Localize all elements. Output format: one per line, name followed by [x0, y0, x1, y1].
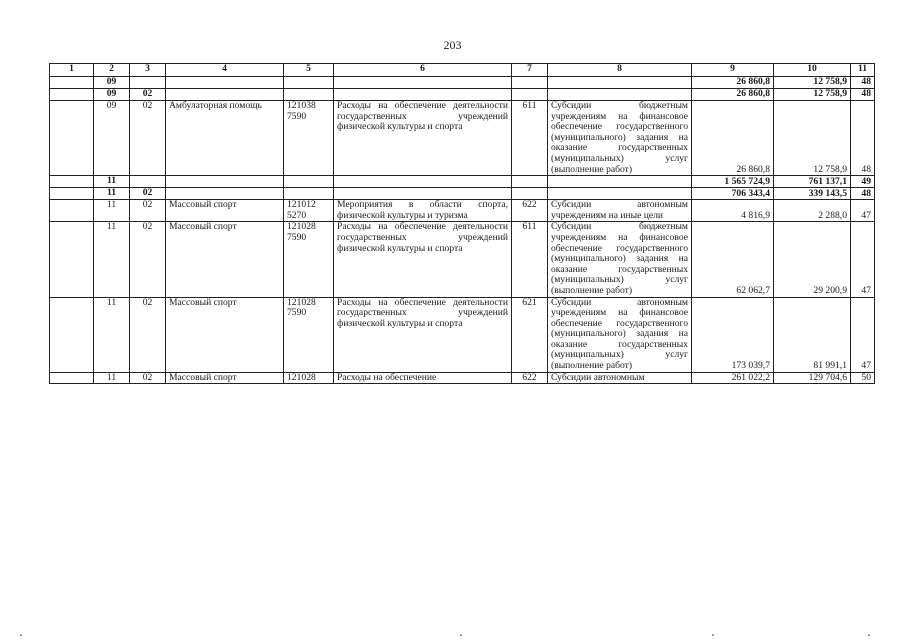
row-cell: [548, 89, 692, 101]
row-cell: 11: [94, 372, 130, 384]
header-cell: 2: [94, 64, 130, 77]
scan-speck: [712, 634, 714, 636]
table-row: [50, 188, 875, 200]
row-cell: [50, 77, 94, 89]
row-cell: 11: [94, 222, 130, 297]
table-row: [50, 77, 875, 89]
row-cell: 02: [130, 101, 166, 176]
row-cell: 47: [851, 222, 875, 297]
table-row: [50, 372, 875, 384]
row-cell: 26 860,8: [692, 89, 774, 101]
row-cell: [166, 89, 284, 101]
row-cell: Расходы на обеспечение деятельности государственных учреждений физической культуры и спорта: [334, 101, 512, 176]
page-number: 203: [443, 38, 462, 52]
row-cell: [50, 200, 94, 222]
row-cell: 611: [512, 101, 548, 176]
row-cell: 02: [130, 200, 166, 222]
row-cell: [548, 77, 692, 89]
row-cell: 611: [512, 222, 548, 297]
table-row: [50, 222, 875, 297]
row-cell: Массовый спорт: [166, 297, 284, 372]
row-cell: [284, 188, 334, 200]
row-cell: 121038 7590: [284, 101, 334, 176]
budget-table: [49, 63, 875, 384]
header-cell: 7: [512, 64, 548, 77]
row-cell: [334, 188, 512, 200]
row-cell: Массовый спорт: [166, 372, 284, 384]
row-cell: [334, 176, 512, 188]
row-cell: 12 758,9: [774, 77, 851, 89]
row-cell: [166, 176, 284, 188]
row-cell: [50, 176, 94, 188]
row-cell: 48: [851, 77, 875, 89]
row-cell: 49: [851, 176, 875, 188]
row-cell: 4 816,9: [692, 200, 774, 222]
row-cell: 12 758,9: [774, 89, 851, 101]
row-cell: Субсидии автономным учреждениям на финансовое обеспечение государственного (муниципального) задания на оказание государственных (муниципальных) услуг (выполнение работ): [548, 297, 692, 372]
header-cell: 11: [851, 64, 875, 77]
row-cell: 761 137,1: [774, 176, 851, 188]
row-cell: [512, 176, 548, 188]
row-cell: 29 200,9: [774, 222, 851, 297]
row-cell: [166, 188, 284, 200]
row-cell: 339 143,5: [774, 188, 851, 200]
row-cell: 173 039,7: [692, 297, 774, 372]
table-row: [50, 176, 875, 188]
header-cell: 10: [774, 64, 851, 77]
row-cell: 02: [130, 188, 166, 200]
row-cell: 261 022,2: [692, 372, 774, 384]
row-cell: Субсидии бюджетным учреждениям на финансовое обеспечение государственного (муниципального) задания на оказание государственных (муниципальных) услуг (выполнение работ): [548, 101, 692, 176]
row-cell: [284, 89, 334, 101]
header-cell: 1: [50, 64, 94, 77]
row-cell: [50, 89, 94, 101]
row-cell: [50, 222, 94, 297]
scan-speck: [868, 634, 870, 636]
row-cell: 121028 7590: [284, 297, 334, 372]
row-cell: 26 860,8: [692, 77, 774, 89]
row-cell: 09: [94, 77, 130, 89]
row-cell: 02: [130, 372, 166, 384]
row-cell: 48: [851, 101, 875, 176]
row-cell: 47: [851, 200, 875, 222]
table-row: [50, 297, 875, 372]
row-cell: [548, 176, 692, 188]
row-cell: 26 860,8: [692, 101, 774, 176]
row-cell: 09: [94, 89, 130, 101]
row-cell: 47: [851, 297, 875, 372]
row-cell: 11: [94, 200, 130, 222]
row-cell: 02: [130, 222, 166, 297]
header-cell: 5: [284, 64, 334, 77]
row-cell: Субсидии бюджетным учреждениям на финансовое обеспечение государственного (муниципального) задания на оказание государственных (муниципальных) услуг (выполнение работ): [548, 222, 692, 297]
row-cell: 12 758,9: [774, 101, 851, 176]
row-cell: [548, 188, 692, 200]
row-cell: [50, 101, 94, 176]
row-cell: 02: [130, 89, 166, 101]
scan-edge: [0, 630, 905, 640]
row-cell: 706 343,4: [692, 188, 774, 200]
row-cell: 02: [130, 297, 166, 372]
scan-speck: [20, 634, 22, 636]
scan-speck: [460, 634, 462, 636]
row-cell: 622: [512, 200, 548, 222]
row-cell: Амбулаторная помощь: [166, 101, 284, 176]
header-cell: 8: [548, 64, 692, 77]
header-cell: 3: [130, 64, 166, 77]
row-cell: [334, 89, 512, 101]
row-cell: [284, 176, 334, 188]
row-cell: [166, 77, 284, 89]
row-cell: [50, 372, 94, 384]
row-cell: 48: [851, 89, 875, 101]
row-cell: [512, 89, 548, 101]
row-cell: Субсидии автономным учреждениям на иные цели: [548, 200, 692, 222]
row-cell: 121012 5270: [284, 200, 334, 222]
row-cell: [512, 77, 548, 89]
row-cell: Мероприятия в области спорта, физической культуры и туризма: [334, 200, 512, 222]
row-cell: 11: [94, 297, 130, 372]
row-cell: Расходы на обеспечение деятельности государственных учреждений физической культуры и спорта: [334, 222, 512, 297]
row-cell: 11: [94, 176, 130, 188]
row-cell: 621: [512, 297, 548, 372]
row-cell: 50: [851, 372, 875, 384]
row-cell: [130, 176, 166, 188]
row-cell: 09: [94, 101, 130, 176]
row-cell: 62 062,7: [692, 222, 774, 297]
row-cell: 81 991,1: [774, 297, 851, 372]
row-cell: [50, 188, 94, 200]
header-cell: 4: [166, 64, 284, 77]
row-cell: 121028: [284, 372, 334, 384]
row-cell: 48: [851, 188, 875, 200]
row-cell: Расходы на обеспечение деятельности государственных учреждений физической культуры и спорта: [334, 297, 512, 372]
table-row: [50, 101, 875, 176]
row-cell: 121028 7590: [284, 222, 334, 297]
row-cell: 622: [512, 372, 548, 384]
row-cell: [512, 188, 548, 200]
table-row: [50, 89, 875, 101]
row-cell: Массовый спорт: [166, 200, 284, 222]
row-cell: 1 565 724,9: [692, 176, 774, 188]
header-cell: 6: [334, 64, 512, 77]
row-cell: Расходы на обеспечение: [334, 372, 512, 384]
table-row: [50, 200, 875, 222]
row-cell: 2 288,0: [774, 200, 851, 222]
row-cell: Массовый спорт: [166, 222, 284, 297]
header-cell: 9: [692, 64, 774, 77]
row-cell: [130, 77, 166, 89]
row-cell: 11: [94, 188, 130, 200]
row-cell: 129 704,6: [774, 372, 851, 384]
row-cell: [284, 77, 334, 89]
table-header-row: [50, 64, 875, 77]
row-cell: [334, 77, 512, 89]
row-cell: Субсидии автономным: [548, 372, 692, 384]
row-cell: [50, 297, 94, 372]
